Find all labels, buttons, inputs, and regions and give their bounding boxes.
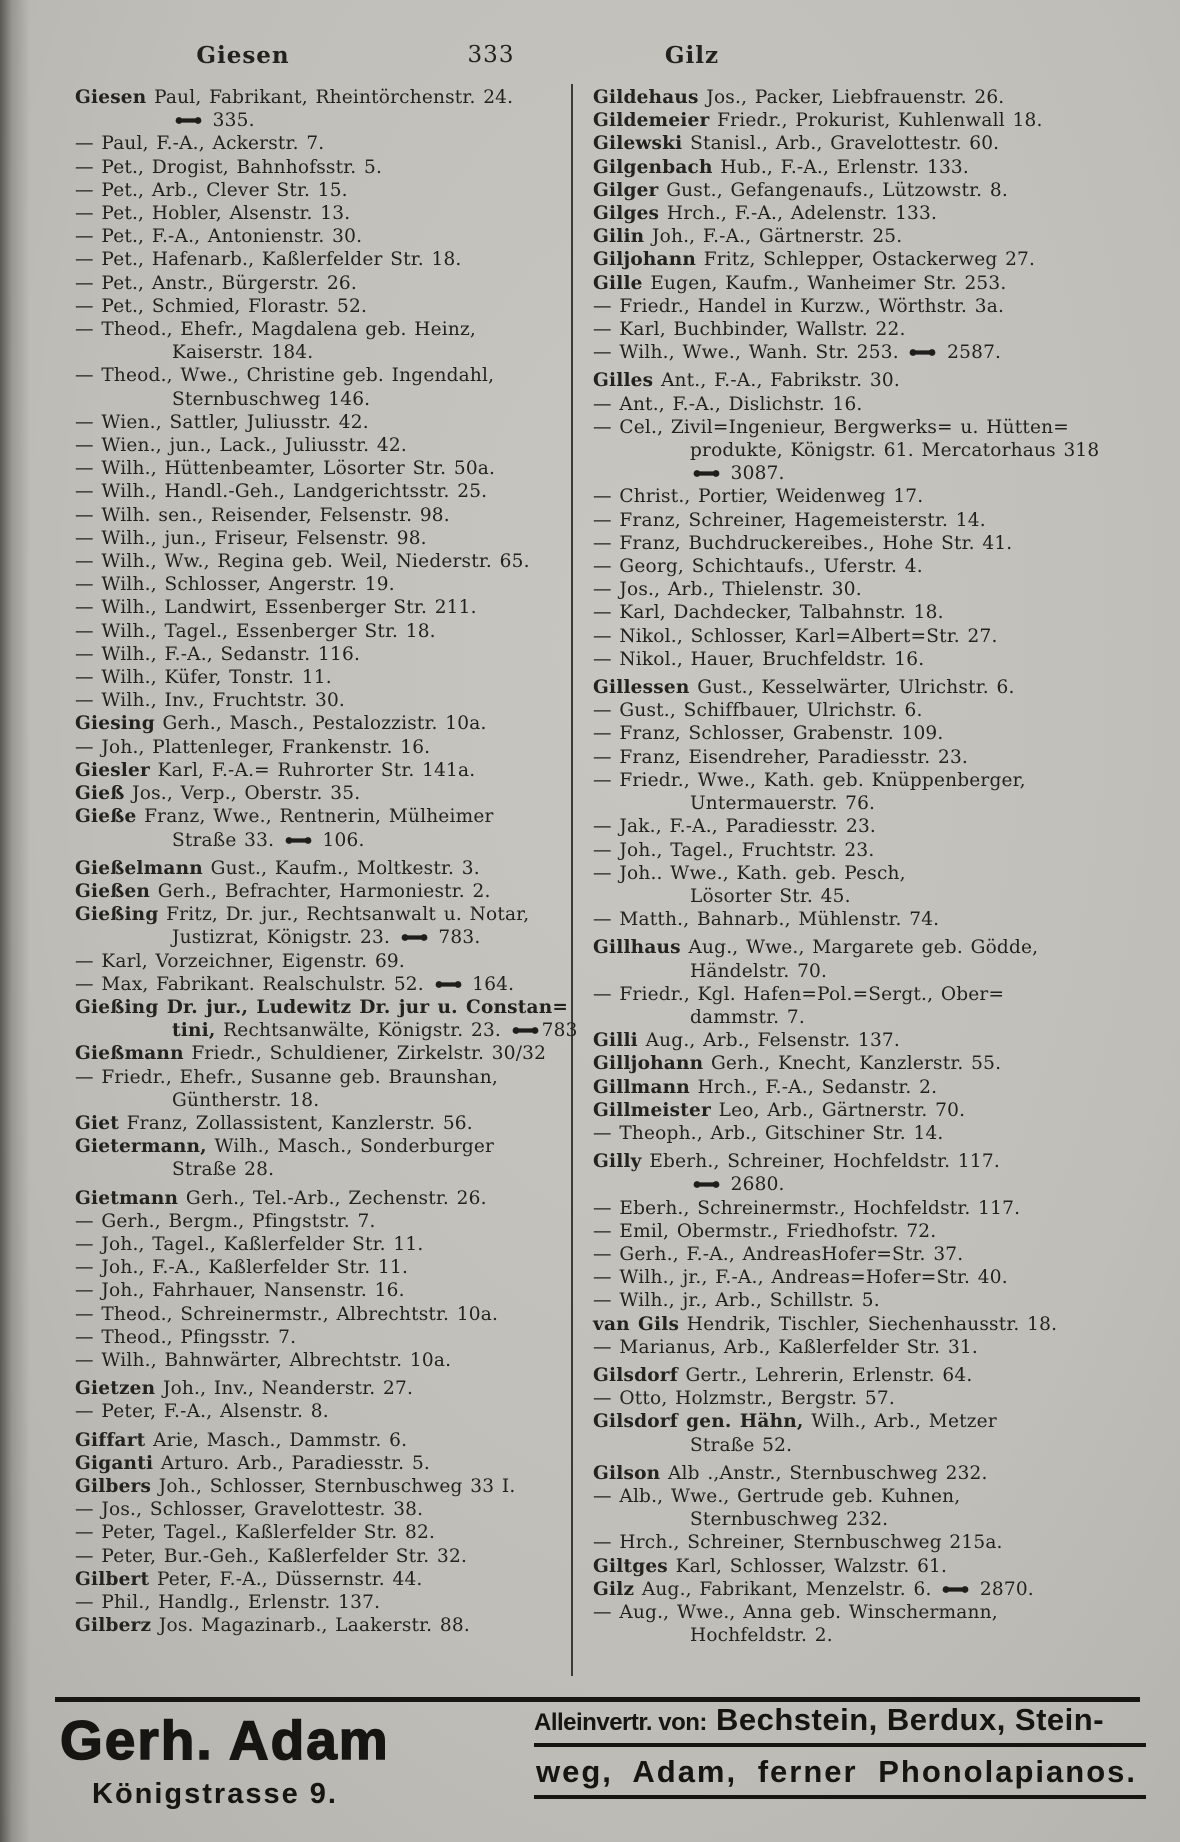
directory-entry-line: — Emil, Obermstr., Friedhofstr. 72. <box>593 1220 937 1242</box>
directory-entry-line: — Joh., Fahrhauer, Nansenstr. 16. <box>75 1280 405 1302</box>
page-number: 333 <box>467 42 515 68</box>
directory-entry-line: — Jos., Arb., Thielenstr. 30. <box>593 579 862 601</box>
book-gutter-shadow <box>0 0 30 1842</box>
telephone-icon <box>909 341 936 364</box>
directory-entry-line: — Pet., Arb., Clever Str. 15. <box>75 179 348 201</box>
directory-entry-line: Sternbuschweg 232. <box>690 1509 889 1531</box>
directory-entry-line: Giesler Karl, F.-A.= Ruhrorter Str. 141a. <box>75 759 476 781</box>
header-left-keyword: Giesen <box>196 42 290 69</box>
directory-entry-line: Gietmann Gerh., Tel.-Arb., Zechenstr. 26. <box>75 1187 487 1209</box>
directory-entry-line: — Franz, Schlosser, Grabenstr. 109. <box>593 723 944 745</box>
entry-surname: Gillmeister <box>593 1099 711 1121</box>
directory-entry-line: — Phil., Handlg., Erlenstr. 137. <box>75 1592 381 1613</box>
directory-entry-line: — Franz, Schreiner, Hagemeisterstr. 14. <box>593 509 986 531</box>
directory-entry-line: — Friedr., Ehefr., Susanne geb. Braunshan, <box>75 1066 498 1088</box>
directory-entry-line: — Max, Fabrikant. Realschulstr. 52. 164. <box>75 973 515 995</box>
directory-entry-line: — Jos., Schlosser, Gravelottestr. 38. <box>75 1499 424 1521</box>
directory-entry-line: Gilberz Jos. Magazinarb., Laakerstr. 88. <box>75 1615 470 1637</box>
entry-surname: Giesler <box>75 759 150 781</box>
telephone-icon <box>175 109 202 132</box>
directory-entry-line: Giffart Arie, Masch., Dammstr. 6. <box>75 1429 408 1451</box>
entry-surname: Gilz <box>593 1578 635 1600</box>
directory-entry-line: Straße 33. 106. <box>172 829 365 851</box>
entry-surname: Gilles <box>593 370 654 392</box>
advert-dealer-name: Gerh. Adam <box>60 1709 390 1771</box>
directory-entry-line: Gilsdorf gen. Hähn, Wilh., Arb., Metzer <box>593 1411 997 1433</box>
directory-entry-line: — Wilh., Wwe., Wanh. Str. 253. 2587. <box>593 342 1002 364</box>
directory-entry-line: Giganti Arturo. Arb., Paradiesstr. 5. <box>75 1452 430 1474</box>
directory-entry-line: tini, Rechtsanwälte, Königstr. 23. 783 <box>172 1020 578 1042</box>
entry-surname: Gille <box>593 272 643 294</box>
telephone-icon <box>693 462 720 485</box>
directory-entry-line: — Joh., Tagel., Fruchtstr. 23. <box>593 839 875 861</box>
directory-entry-line: Gilles Ant., F.-A., Fabrikstr. 30. <box>593 370 900 392</box>
advert-brands-text1: Bechstein, Berdux, Stein- <box>706 1702 1105 1737</box>
directory-entry-line: — Joh., F.-A., Kaßlerfelder Str. 11. <box>75 1257 409 1279</box>
entry-surname: Gilin <box>593 226 645 248</box>
directory-entry-line: — Friedr., Wwe., Kath. geb. Knüppenberger, <box>593 769 1026 791</box>
directory-entry-line: — Wilh. sen., Reisender, Felsenstr. 98. <box>75 504 450 526</box>
directory-entry-line: — Gerh., Bergm., Pfingststr. 7. <box>75 1210 376 1232</box>
directory-entry-line: Kaiserstr. 184. <box>172 342 314 364</box>
directory-entry-line: — Gust., Schiffbauer, Ulrichstr. 6. <box>593 700 923 722</box>
entry-surname: Gießmann <box>75 1043 184 1065</box>
directory-entry-line: 335. <box>75 109 563 132</box>
directory-entry-line: — Wilh., jr., Arb., Schillstr. 5. <box>593 1290 880 1312</box>
directory-entry-line: 2680. <box>593 1173 1113 1196</box>
directory-entry-line: — Wilh., Bahnwärter, Albrechtstr. 10a. <box>75 1349 452 1371</box>
directory-entry-line: — Jak., F.-A., Paradiesstr. 23. <box>593 816 877 838</box>
directory-entry-line: — Wilh., Landwirt, Essenberger Str. 211. <box>75 597 477 619</box>
directory-entry-line: Händelstr. 70. <box>690 960 828 982</box>
entry-surname: Gieß <box>75 783 125 805</box>
entry-surname: Gilewski <box>593 133 683 155</box>
entry-surname: Giffart <box>75 1429 146 1451</box>
directory-entry-line: — Wien., jun., Lack., Juliusstr. 42. <box>75 435 407 457</box>
directory-entry-line: Gietzen Joh., Inv., Neanderstr. 27. <box>75 1378 414 1400</box>
directory-entry-line: Giljohann Fritz, Schlepper, Ostackerweg 27. <box>593 249 1036 271</box>
telephone-icon <box>435 973 462 996</box>
directory-entry-line: Gillmeister Leo, Arb., Gärtnerstr. 70. <box>593 1099 966 1121</box>
directory-entry-line: — Friedr., Kgl. Hafen=Pol.=Sergt., Ober= <box>593 983 1005 1005</box>
entry-surname: Gießing <box>75 904 159 926</box>
directory-entry-line: — Theod., Pfingsstr. 7. <box>75 1326 297 1348</box>
directory-entry-line: — Nikol., Schlosser, Karl=Albert=Str. 27. <box>593 625 998 647</box>
directory-entry-line: Gilljohann Gerh., Knecht, Kanzlerstr. 55. <box>593 1053 1002 1075</box>
directory-entry-line: Gieße Franz, Wwe., Rentnerin, Mülheimer <box>75 806 494 828</box>
directory-entry-line: — Wien., Sattler, Juliusstr. 42. <box>75 411 369 433</box>
directory-entry-line: — Peter, Bur.-Geh., Kaßlerfelder Str. 32. <box>75 1545 468 1567</box>
directory-entry-line: Gille Eugen, Kaufm., Wanheimer Str. 253. <box>593 272 1007 294</box>
directory-entry-line: Gilger Gust., Gefangenaufs., Lützowstr. 8. <box>593 179 1008 201</box>
entry-surname: Gillessen <box>593 677 690 699</box>
directory-entry-line: Gilewski Stanisl., Arb., Gravelottestr. 60. <box>593 133 1000 155</box>
directory-entry-line: Hochfeldstr. 2. <box>690 1625 833 1647</box>
directory-entry-line: — Alb., Wwe., Gertrude geb. Kuhnen, <box>593 1485 961 1507</box>
directory-entry-line: Gilbert Peter, F.-A., Düssernstr. 44. <box>75 1568 423 1590</box>
directory-entry-line: Justizrat, Königstr. 23. 783. <box>172 927 481 949</box>
directory-entry-line: — Christ., Portier, Weidenweg 17. <box>593 486 924 508</box>
entry-surname: Gießing Dr. jur., Ludewitz Dr. jur u. Constan= <box>75 996 569 1018</box>
directory-entry-line: Gießen Gerh., Befrachter, Harmoniestr. 2. <box>75 880 491 902</box>
directory-entry-line: — Wilh., Inv., Fruchtstr. 30. <box>75 690 346 712</box>
directory-entry-line: Giltges Karl, Schlosser, Walzstr. 61. <box>593 1555 948 1577</box>
directory-entry-line: Lösorter Str. 45. <box>690 885 851 907</box>
directory-entry-line: — Pet., Hafenarb., Kaßlerfelder Str. 18. <box>75 249 462 271</box>
entry-surname: Gietzen <box>75 1378 156 1400</box>
directory-entry-line: — Georg, Schichtaufs., Uferstr. 4. <box>593 556 923 578</box>
advert-prefix: Alleinvertr. von: <box>534 1709 707 1736</box>
entry-surname: Giganti <box>75 1452 154 1474</box>
advert-brands-line2: weg, Adam, ferner Phonolapianos. <box>534 1747 1146 1799</box>
directory-entry-line: — Matth., Bahnarb., Mühlenstr. 74. <box>593 909 940 931</box>
column-divider <box>571 84 573 1676</box>
entry-surname: Gilly <box>593 1151 642 1173</box>
directory-entry-line: — Karl, Buchbinder, Wallstr. 22. <box>593 319 906 341</box>
directory-entry-line: — Joh., Tagel., Kaßlerfelder Str. 11. <box>75 1233 424 1255</box>
entry-surname: Giltges <box>593 1555 668 1577</box>
entry-surname: Gilljohann <box>593 1053 704 1075</box>
directory-entry-line: Gietermann, Wilh., Masch., Sonderburger <box>75 1136 495 1158</box>
telephone-icon <box>401 926 428 949</box>
directory-entry-line: Gießmann Friedr., Schuldiener, Zirkelstr. 30/32 <box>75 1043 547 1065</box>
directory-entry-line: — Franz, Eisendreher, Paradiesstr. 23. <box>593 746 969 768</box>
directory-entry-line: — Theoph., Arb., Gitschiner Str. 14. <box>593 1122 944 1144</box>
directory-entry-line: — Wilh., Handl.-Geh., Landgerichtsstr. 25. <box>75 481 488 503</box>
entry-surname: Gilger <box>593 179 659 201</box>
directory-entry-line: Gießing Fritz, Dr. jur., Rechtsanwalt u. Notar, <box>75 904 530 926</box>
directory-right-column <box>593 86 1113 1647</box>
directory-entry-line: — Pet., Hobler, Alsenstr. 13. <box>75 203 351 225</box>
directory-entry-line: dammstr. 7. <box>690 1006 805 1028</box>
entry-surname: Gildemeier <box>593 110 710 132</box>
directory-entry-line: — Cel., Zivil=Ingenieur, Bergwerks= u. Hütten= <box>593 416 1069 438</box>
directory-entry-line: — Theod., Schreinermstr., Albrechtstr. 10a. <box>75 1303 499 1325</box>
entry-surname: Gillhaus <box>593 937 681 959</box>
directory-entry-line: — Wilh., Tagel., Essenberger Str. 18. <box>75 620 436 642</box>
directory-entry-line: — Wilh., Schlosser, Angerstr. 19. <box>75 574 395 596</box>
directory-entry-line: — Karl, Vorzeichner, Eigenstr. 69. <box>75 950 405 972</box>
directory-entry-line: — Theod., Ehefr., Magdalena geb. Heinz, <box>75 319 476 341</box>
directory-entry-line: Gilli Aug., Arb., Felsenstr. 137. <box>593 1030 900 1052</box>
entry-surname: Gietermann, <box>75 1136 207 1158</box>
directory-entry-line: — Eberh., Schreinermstr., Hochfeldstr. 117. <box>593 1197 1021 1219</box>
entry-surname: Gilli <box>593 1030 638 1052</box>
telephone-icon <box>512 1019 539 1042</box>
entry-surname: Gildehaus <box>593 87 699 108</box>
directory-entry-line: Gilsdorf Gertr., Lehrerin, Erlenstr. 64. <box>593 1364 973 1386</box>
directory-entry-line: — Joh.. Wwe., Kath. geb. Pesch, <box>593 862 906 884</box>
directory-entry-line: — Pet., Schmied, Florastr. 52. <box>75 295 368 317</box>
directory-entry-line: Gilbers Joh., Schlosser, Sternbuschweg 33 I. <box>75 1475 516 1497</box>
entry-surname: Gilson <box>593 1462 661 1484</box>
directory-entry-line: — Otto, Holzmstr., Bergstr. 57. <box>593 1388 895 1410</box>
directory-entry-line: Gilgenbach Hub., F.-A., Erlenstr. 133. <box>593 156 969 178</box>
directory-entry-line: Gilly Eberh., Schreiner, Hochfeldstr. 117. <box>593 1151 1000 1173</box>
directory-entry-line: — Wilh., Küfer, Tonstr. 11. <box>75 667 332 689</box>
directory-entry-line: 3087. <box>593 462 1113 485</box>
directory-entry-line: — Paul, F.-A., Ackerstr. 7. <box>75 133 325 155</box>
directory-entry-line: Giet Franz, Zollassistent, Kanzlerstr. 56. <box>75 1112 473 1134</box>
directory-entry-line: Untermauerstr. 76. <box>690 793 876 815</box>
directory-entry-line: Straße 28. <box>172 1159 275 1181</box>
entry-surname: Gießelmann <box>75 857 203 879</box>
entry-surname: Giet <box>75 1112 119 1134</box>
directory-entry-line: Gilin Joh., F.-A., Gärtnerstr. 25. <box>593 226 903 248</box>
telephone-icon <box>942 1578 969 1601</box>
directory-entry-line: Gieß Jos., Verp., Oberstr. 35. <box>75 783 361 805</box>
directory-entry-line: — Ant., F.-A., Dislichstr. 16. <box>593 393 863 415</box>
directory-entry-line: — Hrch., Schreiner, Sternbuschweg 215a. <box>593 1532 1003 1554</box>
directory-entry-line: Gillessen Gust., Kesselwärter, Ulrichstr. 6. <box>593 677 1015 699</box>
entry-surname: Giesen <box>75 87 147 108</box>
directory-entry-line: — Peter, Tagel., Kaßlerfelder Str. 82. <box>75 1522 436 1544</box>
entry-surname: Gilbert <box>75 1568 150 1590</box>
directory-entry-line: Gildehaus Jos., Packer, Liebfrauenstr. 26. <box>593 87 1005 108</box>
directory-entry-line: Gillmann Hrch., F.-A., Sedanstr. 2. <box>593 1076 938 1098</box>
directory-entry-line: Gilges Hrch., F.-A., Adelenstr. 133. <box>593 203 938 225</box>
directory-entry-line: Gießelmann Gust., Kaufm., Moltkestr. 3. <box>75 857 480 879</box>
directory-left-column <box>75 86 578 1637</box>
directory-entry-line: — Nikol., Hauer, Bruchfeldstr. 16. <box>593 648 925 670</box>
directory-entry-line: — Wilh., jun., Friseur, Felsenstr. 98. <box>75 527 427 549</box>
entry-surname: Gillmann <box>593 1076 690 1098</box>
advert-brands-block <box>534 1702 1146 1799</box>
entry-surname: Gilges <box>593 203 660 225</box>
directory-entry-line <box>75 996 569 1019</box>
directory-entry-line: van Gils Hendrik, Tischler, Siechenhausstr. 18. <box>593 1313 1058 1335</box>
directory-entry-line: — Wilh., Hüttenbeamter, Lösorter Str. 50a. <box>75 458 496 480</box>
entry-surname: Gilbers <box>75 1475 152 1497</box>
directory-entry-line: — Pet., Drogist, Bahnhofsstr. 5. <box>75 156 383 178</box>
entry-surname: Gietmann <box>75 1187 179 1209</box>
entry-surname: Giesing <box>75 713 155 735</box>
entry-surname: tini, <box>172 1020 216 1042</box>
telephone-icon <box>693 1173 720 1196</box>
entry-surname: Gilsdorf <box>593 1364 678 1386</box>
directory-entry-line: — Wilh., F.-A., Sedanstr. 116. <box>75 643 361 665</box>
directory-entry-line: Gillhaus Aug., Wwe., Margarete geb. Gödde, <box>593 937 1039 959</box>
advert-dealer-address: Königstrasse 9. <box>92 1778 338 1810</box>
entry-surname: van Gils <box>593 1313 680 1335</box>
directory-entry-line: Giesen Paul, Fabrikant, Rheintörchenstr. 24. <box>75 87 514 108</box>
entry-surname: Gilberz <box>75 1615 152 1637</box>
directory-entry-line: — Franz, Buchdruckereibes., Hohe Str. 41. <box>593 532 1013 554</box>
telephone-icon <box>285 829 312 852</box>
directory-entry-line: — Friedr., Handel in Kurzw., Wörthstr. 3a. <box>593 295 1005 317</box>
directory-entry-line: Giesing Gerh., Masch., Pestalozzistr. 10a. <box>75 713 487 735</box>
directory-entry-line: — Theod., Wwe., Christine geb. Ingendahl, <box>75 365 495 387</box>
directory-entry-line: — Aug., Wwe., Anna geb. Winschermann, <box>593 1602 998 1623</box>
directory-entry-line: — Gerh., F.-A., AndreasHofer=Str. 37. <box>593 1243 964 1265</box>
entry-surname: Gilgenbach <box>593 156 713 178</box>
directory-entry-line: — Wilh., jr., F.-A., Andreas=Hofer=Str. 40. <box>593 1267 1008 1289</box>
directory-entry-line: — Peter, F.-A., Alsenstr. 8. <box>75 1401 329 1423</box>
directory-entry-line: — Joh., Plattenleger, Frankenstr. 16. <box>75 736 431 758</box>
entry-surname: Gilsdorf gen. Hähn, <box>593 1411 804 1433</box>
advert-brands-line1 <box>534 1702 1146 1747</box>
directory-entry-line: Straße 52. <box>690 1434 793 1456</box>
entry-surname: Gieße <box>75 806 137 828</box>
directory-entry-line: Gilz Aug., Fabrikant, Menzelstr. 6. 2870. <box>593 1578 1034 1600</box>
directory-entry-line: — Marianus, Arb., Kaßlerfelder Str. 31. <box>593 1336 978 1358</box>
directory-entry-line: produkte, Königstr. 61. Mercatorhaus 318 <box>690 440 1100 462</box>
directory-entry-line: — Karl, Dachdecker, Talbahnstr. 18. <box>593 602 944 624</box>
directory-entry-line: — Pet., F.-A., Antonienstr. 30. <box>75 226 363 248</box>
directory-entry-line: — Pet., Anstr., Bürgerstr. 26. <box>75 272 357 294</box>
directory-entry-line: Gilson Alb .,Anstr., Sternbuschweg 232. <box>593 1462 988 1484</box>
directory-entry-line: Güntherstr. 18. <box>172 1089 320 1111</box>
entry-surname: Giljohann <box>593 249 697 271</box>
directory-entry-line: — Wilh., Ww., Regina geb. Weil, Niederstr. 65. <box>75 551 530 573</box>
entry-surname: Gießen <box>75 880 151 902</box>
header-right-keyword: Gilz <box>664 42 720 69</box>
directory-entry-line: Gildemeier Friedr., Prokurist, Kuhlenwall 18. <box>593 110 1043 132</box>
directory-entry-line: Sternbuschweg 146. <box>172 388 371 410</box>
